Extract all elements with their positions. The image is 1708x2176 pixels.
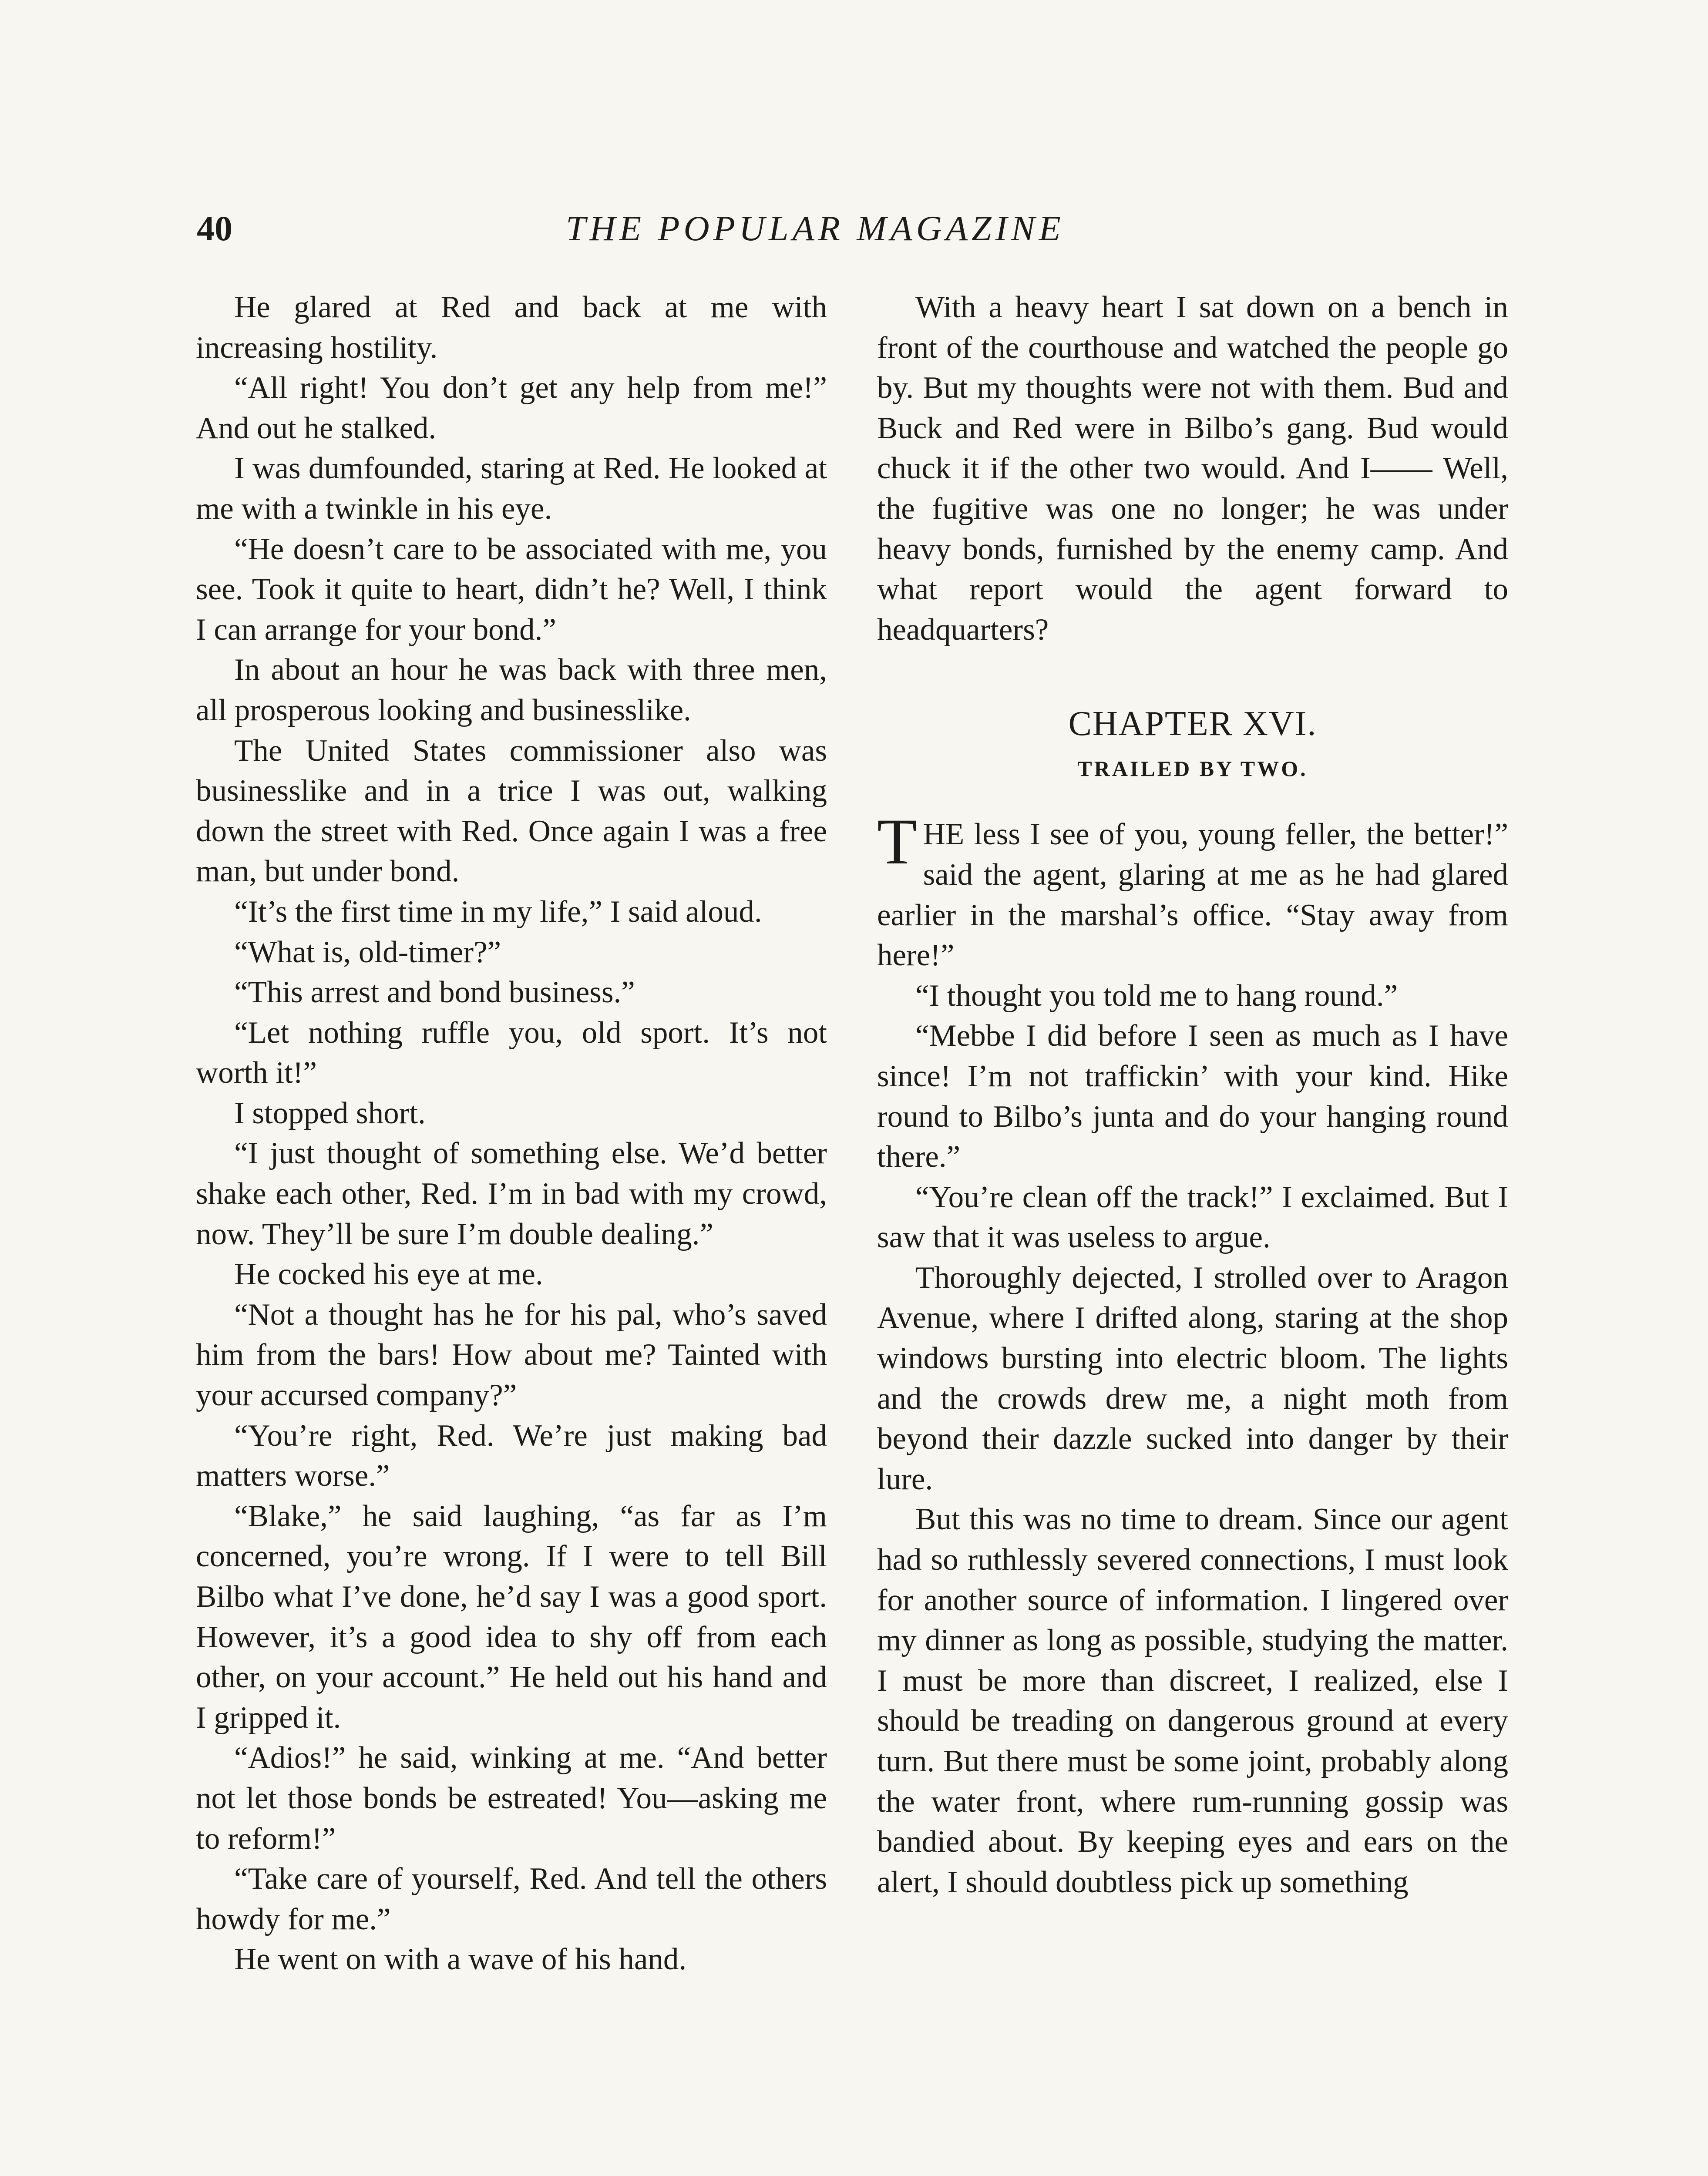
paragraph: “You’re right, Red. We’re just making bad matters worse.”: [196, 1418, 827, 1493]
chapter-first-paragraph: [877, 806, 1508, 975]
paragraph: The United States commissioner also was businesslike and in a trice I was out, walking down the street with Red. Once again I was a free man, but under bond.: [196, 733, 827, 889]
paragraph: “Take care of yourself, Red. And tell the others howdy for me.”: [196, 1862, 827, 1936]
page-number: 40: [197, 208, 232, 248]
paragraph: “Let nothing ruffle you, old sport. It’s not worth it!”: [196, 1015, 827, 1090]
paragraph: I was dumfounded, staring at Red. He looked at me with a twinkle in his eye.: [196, 451, 827, 526]
chapter-heading: CHAPTER XVI.: [1068, 705, 1317, 743]
paragraph: “You’re clean off the track!” I exclaimed. But I saw that it was useless to argue.: [877, 1180, 1508, 1255]
paragraph: “All right! You don’t get any help from me!” And out he stalked.: [196, 371, 827, 445]
first-paragraph-text: HE less I see of you, young feller, the better!” said the agent, glaring at me as he had glared earlier in the marshal’s office. “Stay away from here!”: [877, 817, 1508, 973]
magazine-title: THE POPULAR MAGAZINE: [566, 208, 1065, 248]
paragraph: He glared at Red and back at me with increasing hostility.: [196, 290, 827, 365]
right-column: [877, 287, 1508, 1902]
paragraph: But this was no time to dream. Since our agent had so ruthlessly severed connections, I must look for another source of information. I lingered over my dinner as long as possible, studying the matter. I must be more than discreet, I realized, else I should be treading on dangerous ground at every turn. But there must be some joint, probably along the water front, where rum-running gossip was bandied about. By keeping eyes and ears on the alert, I should doubtless pick up something: [877, 1502, 1508, 1899]
paragraph: “This arrest and bond business.”: [234, 975, 635, 1010]
paragraph: “Adios!” he said, winking at me. “And better not let those bonds be estreated! You—asking me to reform!”: [196, 1741, 827, 1856]
paragraph: In about an hour he was back with three men, all prosperous looking and businesslike.: [196, 653, 827, 727]
left-column: [196, 287, 827, 1980]
paragraph: “He doesn’t care to be associated with me, you see. Took it quite to heart, didn’t he? Well, I think I can arrange for your bond.”: [196, 532, 827, 647]
chapter-subtitle: TRAILED BY TWO.: [1077, 756, 1308, 781]
paragraph: “It’s the first time in my life,” I said aloud.: [234, 894, 762, 929]
paragraph: “Mebbe I did before I seen as much as I have since! I’m not traffickin’ with your kind. Hike round to Bilbo’s junta and do your hanging round there.”: [877, 1019, 1508, 1174]
paragraph: He cocked his eye at me.: [234, 1257, 543, 1292]
paragraph: Thoroughly dejected, I strolled over to Aragon Avenue, where I drifted along, staring at the shop windows bursting into electric bloom. The lights and the crowds drew me, a night moth from beyond their dazzle sucked into danger by their lure.: [877, 1260, 1508, 1496]
paragraph: “Not a thought has he for his pal, who’s saved him from the bars! How about me? Tainted with your accursed company?”: [196, 1297, 827, 1413]
paragraph: “What is, old-timer?”: [234, 935, 501, 969]
paragraph: “I thought you told me to hang round.”: [915, 978, 1398, 1013]
paragraph: He went on with a wave of his hand.: [234, 1942, 687, 1977]
paragraph: “I just thought of something else. We’d better shake each other, Red. I’m in bad with my crowd, now. They’ll be sure I’m double dealing.”: [196, 1136, 827, 1251]
paragraph: With a heavy heart I sat down on a bench in front of the courthouse and watched the people go by. But my thoughts were not with them. Bud and Buck and Red were in Bilbo’s gang. Bud would chuck it if the other two would. And I—— Well, the fugitive was one no longer; he was under heavy bonds, furnished by the enemy camp. And what report would the agent forward to headquarters?: [877, 290, 1508, 647]
paragraph: “Blake,” he said laughing, “as far as I’m concerned, you’re wrong. If I were to tell Bill Bilbo what I’ve done, he’d say I was a good sport. However, it’s a good idea to shy off from each other, on your account.” He held out his hand and I gripped it.: [196, 1499, 827, 1735]
paragraph: I stopped short.: [234, 1096, 426, 1130]
drop-cap: T: [877, 806, 917, 878]
